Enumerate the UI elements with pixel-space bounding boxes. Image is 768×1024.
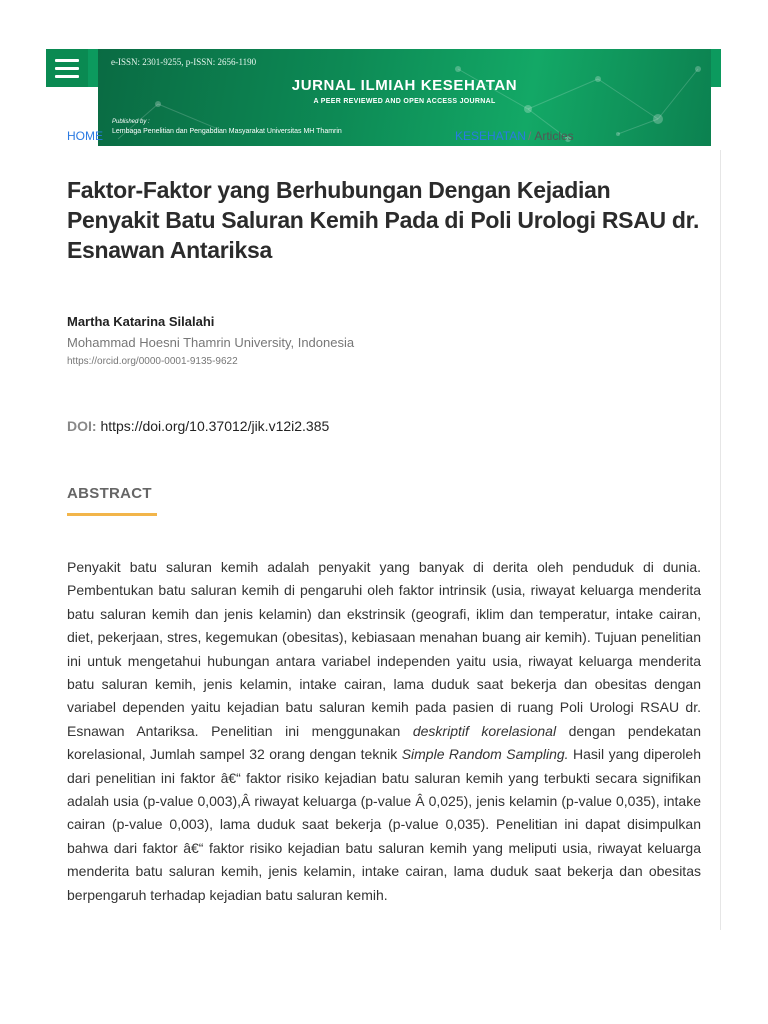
breadcrumb-home-link[interactable]: HOME — [67, 129, 103, 143]
breadcrumb-separator: / — [528, 129, 532, 143]
doi-label: DOI: — [67, 418, 97, 434]
breadcrumb-tail — [525, 129, 574, 143]
abstract-underline — [67, 513, 157, 516]
journal-subtitle: A PEER REVIEWED AND OPEN ACCESS JOURNAL — [313, 98, 496, 105]
abstract-text — [67, 556, 701, 907]
abstract-emphasis: deskriptif korelasional — [412, 722, 557, 739]
doi-row — [67, 418, 329, 434]
breadcrumb-journal-link[interactable]: KESEHATAN — [455, 129, 526, 143]
abstract-part: dengan pendekatan korelasional, Jumlah sampel 32 orang dengan teknik — [67, 722, 702, 763]
abstract-heading: ABSTRACT — [67, 485, 152, 502]
menu-line — [55, 75, 79, 78]
journal-banner[interactable] — [98, 49, 711, 146]
author-name: Martha Katarina Silalahi — [67, 314, 215, 329]
content-border — [720, 150, 721, 930]
published-by-label: Published by : — [112, 119, 150, 125]
menu-line — [55, 67, 79, 70]
doi-link[interactable]: https://doi.org/10.37012/jik.v12i2.385 — [100, 418, 330, 434]
breadcrumb-current: Articles — [534, 129, 574, 143]
article-title: Faktor-Faktor yang Berhubungan Dengan Kejadian Penyakit Batu Saluran Kemih Pada di Poli Urologi RSAU dr. Esnawan Antariksa — [67, 177, 700, 263]
author-affiliation: Mohammad Hoesni Thamrin University, Indonesia — [67, 335, 355, 350]
issn-text: e-ISSN: 2301-9255, p-ISSN: 2656-1190 — [111, 57, 257, 67]
menu-line — [55, 59, 79, 62]
abstract-part: Hasil yang diperoleh dari penelitian ini faktor â€“ faktor risiko kejadian batu saluran kemih yang terbukti secara signifikan adalah usia (p-value 0,003),Â riwayat keluarga (p-value Â 0,025), jenis kelamin (p-value 0,035), intake cairan (p-value 0,003), lama duduk saat bekerja (p-value 0,035). Penelitian ini dapat disimpulkan bahwa dari faktor â€“ faktor risiko kejadian batu saluran kemih yang meliputi usia, riwayat keluarga menderita batu saluran kemih, jenis kelamin, intake cairan, lama duduk saat bekerja dan obesitas berpengaruh terhadap kejadian batu saluran kemih. — [67, 746, 701, 903]
abstract-part: Penyakit batu saluran kemih adalah penyakit yang banyak di derita oleh penduduk di dunia. Pembentukan batu saluran kemih di pengaruhi oleh faktor intrinsik (usia, riwayat keluarga menderita batu saluran kemih dan jenis kelamin) dan ekstrinsik (geografi, iklim dan temperatur, intake cairan, diet, pekerjaan, stres, kegemukan (obesitas), kebiasaan menahan buang air kemih). Tujuan penelitian ini untuk mengetahui hubungan antara variabel independen yaitu usia, riwayat keluarga menderita batu saluran kemih, jenis kelamin, intake cairan, lama duduk saat bekerja dan obesitas dengan variabel dependen yaitu kejadian batu saluran kemih pada pasien di ruang Poli Urologi RSAU dr. Esnawan Antariksa. Penelitian ini menggunakan — [67, 559, 701, 739]
publisher-name: Lembaga Penelitian dan Pengabdian Masyarakat Universitas MH Thamrin — [112, 128, 342, 135]
orcid-link[interactable]: https://orcid.org/0000-0001-9135-9622 — [67, 356, 238, 367]
journal-title: JURNAL ILMIAH KESEHATAN — [291, 77, 518, 94]
hamburger-menu-icon[interactable] — [46, 49, 88, 87]
abstract-emphasis: Simple Random Sampling. — [401, 746, 569, 763]
